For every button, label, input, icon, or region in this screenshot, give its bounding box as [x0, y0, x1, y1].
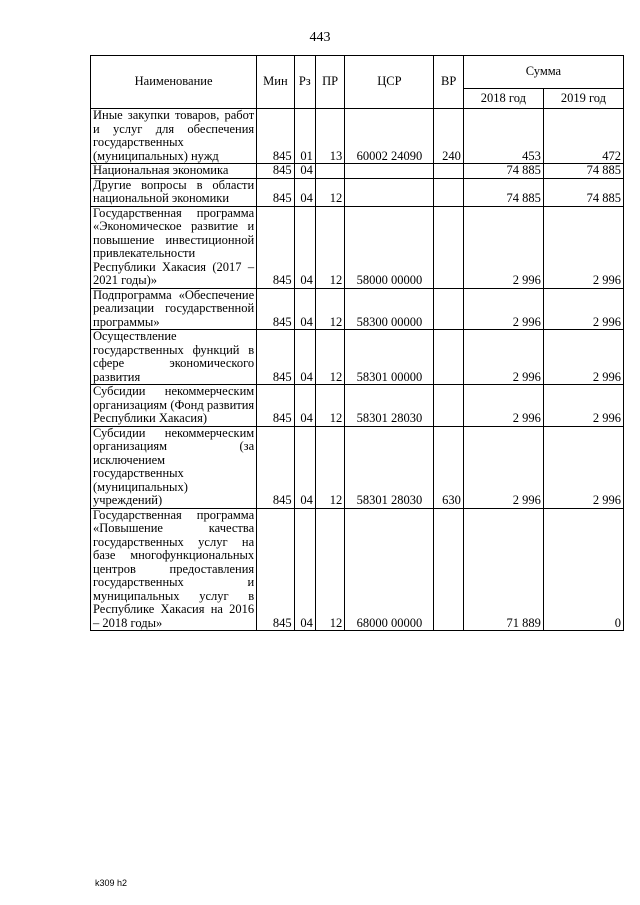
row-csr: 58300 00000: [345, 288, 434, 330]
row-csr: 68000 00000: [345, 508, 434, 631]
row-name: Национальная экономика: [91, 164, 257, 179]
row-csr: [345, 164, 434, 179]
header-vr: ВР: [434, 56, 463, 109]
row-name: Субсидии некоммерческим организациям (за исключением государственных (муниципальных) учреждений): [91, 426, 257, 508]
row-pr: 12: [315, 178, 344, 206]
row-sum-2018: 71 889: [463, 508, 543, 631]
row-pr: 12: [315, 426, 344, 508]
row-rz: 04: [294, 178, 315, 206]
row-sum-2019: 74 885: [543, 164, 623, 179]
table-row: [91, 164, 624, 179]
row-min: 845: [257, 508, 294, 631]
table-body: [91, 109, 624, 631]
table-row: [91, 206, 624, 288]
row-name: Другие вопросы в области национальной экономики: [91, 178, 257, 206]
header-rz: Рз: [294, 56, 315, 109]
row-sum-2019: 2 996: [543, 330, 623, 385]
table-header: [91, 56, 624, 109]
page-number: 443: [309, 30, 331, 45]
row-rz: 01: [294, 109, 315, 164]
table-row: [91, 426, 624, 508]
row-min: 845: [257, 288, 294, 330]
row-sum-2018: 2 996: [463, 330, 543, 385]
row-vr: 240: [434, 109, 463, 164]
row-name: Государственная программа «Повышение качества государственных услуг на базе многофункциональных центров предоставления государственных и муниципальных услуг в Республике Хакасия на 2016 – 2018 годы»: [91, 508, 257, 631]
row-sum-2018: 2 996: [463, 206, 543, 288]
row-sum-2019: 472: [543, 109, 623, 164]
row-name: Осуществление государственных функций в сфере экономического развития: [91, 330, 257, 385]
row-vr: [434, 164, 463, 179]
table-row: [91, 508, 624, 631]
budget-table: [90, 55, 624, 631]
row-rz: 04: [294, 426, 315, 508]
table-row: [91, 178, 624, 206]
row-rz: 04: [294, 385, 315, 427]
row-min: 845: [257, 164, 294, 179]
table-row: [91, 109, 624, 164]
row-vr: [434, 330, 463, 385]
row-pr: [315, 164, 344, 179]
row-sum-2019: 2 996: [543, 385, 623, 427]
row-csr: 58301 00000: [345, 330, 434, 385]
table-row: [91, 385, 624, 427]
row-min: 845: [257, 426, 294, 508]
row-vr: [434, 508, 463, 631]
row-name: Подпрограмма «Обеспечение реализации государственной программы»: [91, 288, 257, 330]
row-sum-2018: 2 996: [463, 288, 543, 330]
row-sum-2019: 2 996: [543, 426, 623, 508]
row-sum-2018: 453: [463, 109, 543, 164]
row-csr: 60002 24090: [345, 109, 434, 164]
row-pr: 12: [315, 508, 344, 631]
row-vr: [434, 206, 463, 288]
row-sum-2019: 74 885: [543, 178, 623, 206]
row-sum-2019: 2 996: [543, 206, 623, 288]
row-min: 845: [257, 385, 294, 427]
row-csr: 58000 00000: [345, 206, 434, 288]
row-sum-2019: 2 996: [543, 288, 623, 330]
row-vr: 630: [434, 426, 463, 508]
row-csr: 58301 28030: [345, 426, 434, 508]
row-pr: 12: [315, 288, 344, 330]
row-sum-2018: 2 996: [463, 426, 543, 508]
row-sum-2018: 74 885: [463, 178, 543, 206]
row-rz: 04: [294, 164, 315, 179]
header-year-2018: 2018 год: [463, 89, 543, 109]
row-csr: [345, 178, 434, 206]
row-name: Государственная программа «Экономическое развитие и повышение инвестиционной привлекательности Республики Хакасия (2017 – 2021 годы)»: [91, 206, 257, 288]
row-sum-2018: 74 885: [463, 164, 543, 179]
header-name: Наименование: [91, 56, 257, 109]
row-vr: [434, 178, 463, 206]
table-row: [91, 288, 624, 330]
row-rz: 04: [294, 330, 315, 385]
row-pr: 13: [315, 109, 344, 164]
row-min: 845: [257, 109, 294, 164]
row-sum-2019: 0: [543, 508, 623, 631]
footer-code: k309 h2: [95, 878, 128, 888]
row-sum-2018: 2 996: [463, 385, 543, 427]
row-pr: 12: [315, 206, 344, 288]
header-sum: Сумма: [463, 56, 623, 89]
header-csr: ЦСР: [345, 56, 434, 109]
row-min: 845: [257, 178, 294, 206]
row-vr: [434, 385, 463, 427]
row-rz: 04: [294, 508, 315, 631]
row-pr: 12: [315, 330, 344, 385]
row-min: 845: [257, 206, 294, 288]
header-pr: ПР: [315, 56, 344, 109]
header-min: Мин: [257, 56, 294, 109]
row-csr: 58301 28030: [345, 385, 434, 427]
table-row: [91, 330, 624, 385]
row-vr: [434, 288, 463, 330]
row-rz: 04: [294, 288, 315, 330]
row-name: Субсидии некоммерческим организациям (Фонд развития Республики Хакасия): [91, 385, 257, 427]
row-pr: 12: [315, 385, 344, 427]
row-min: 845: [257, 330, 294, 385]
row-name: Иные закупки товаров, работ и услуг для обеспечения государственных (муниципальных) нужд: [91, 109, 257, 164]
header-year-2019: 2019 год: [543, 89, 623, 109]
row-rz: 04: [294, 206, 315, 288]
